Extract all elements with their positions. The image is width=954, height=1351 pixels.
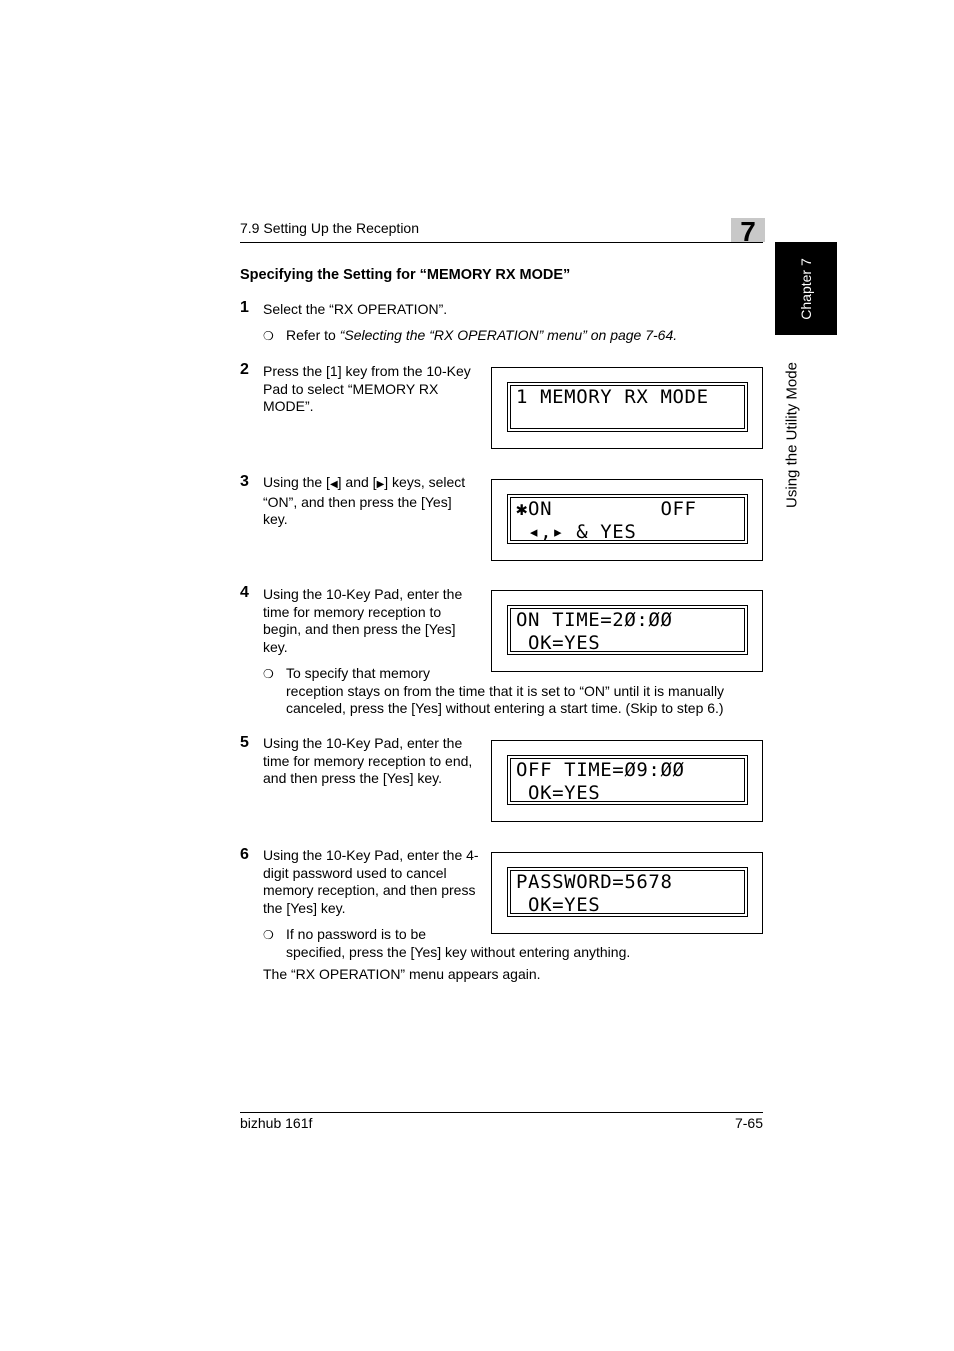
text-line: time for memory reception to: [263, 603, 442, 620]
step-text: Select the “RX OPERATION”.: [263, 301, 448, 317]
text-line: reception stays on from the time that it is set to “ON” until it is manually: [286, 682, 725, 699]
lcd-line: OK=YES: [516, 894, 601, 916]
chapter-number: 7: [740, 216, 756, 247]
chapter-side-label: [775, 242, 837, 335]
lcd-screen: [507, 755, 748, 805]
lcd-screen: [507, 605, 748, 655]
lcd-line: OK=YES: [516, 632, 601, 654]
running-header: 7.9 Setting Up the Reception: [240, 220, 420, 236]
text-line: key.: [263, 638, 288, 655]
text-line: Using the 10-Key Pad, enter the 4-: [263, 847, 479, 863]
step-number: 6: [240, 846, 249, 863]
text-line: Press the [1] key from the 10-Key: [263, 363, 471, 379]
right-arrow-icon: ▶: [376, 479, 385, 490]
step-number: 1: [240, 299, 249, 316]
step-number: 2: [240, 361, 249, 378]
step-note: [286, 327, 677, 345]
lcd-display: [491, 479, 763, 561]
note-bullet-icon: ❍: [263, 667, 274, 681]
text-line: “ON”, and then press the [Yes]: [263, 493, 452, 510]
lcd-line: OK=YES: [516, 782, 601, 804]
left-arrow-icon: ◀: [329, 479, 338, 490]
text-line: begin, and then press the [Yes]: [263, 621, 456, 637]
text-line: If no password is to be: [286, 926, 427, 942]
text-fragment: ] keys, select: [384, 474, 466, 490]
lcd-screen: [507, 382, 748, 432]
step-text: [263, 735, 488, 788]
step-number: 4: [240, 584, 249, 601]
cross-reference: “Selecting the “RX OPERATION” menu” on page 7-64.: [339, 327, 678, 343]
text-fragment: ] and [: [337, 474, 377, 490]
text-line: specified, press the [Yes] key without entering anything.: [286, 943, 631, 960]
step-number: 3: [240, 473, 249, 490]
text-line: To specify that memory: [286, 665, 430, 681]
lcd-display: [491, 367, 763, 449]
step-number: 5: [240, 734, 249, 751]
lcd-display: [491, 740, 763, 822]
text-line: memory reception, and then press: [263, 882, 476, 898]
step-note: [286, 926, 756, 961]
footer-rule: [240, 1112, 763, 1113]
note-bullet-icon: ❍: [263, 329, 274, 343]
mode-side-text: Using the Utility Mode: [783, 362, 801, 508]
text-line: key.: [263, 511, 288, 527]
text-line: time for memory reception to end,: [263, 752, 473, 769]
step-text: [263, 586, 488, 656]
lcd-line: ON TIME=2Ø:ØØ: [516, 609, 673, 631]
step-text: [263, 474, 488, 529]
lcd-line: 1 MEMORY RX MODE: [516, 386, 709, 408]
lcd-display: [491, 852, 763, 934]
text-line: Using the 10-Key Pad, enter the: [263, 735, 463, 751]
text-line: MODE”.: [263, 398, 314, 414]
text-line: the [Yes] key.: [263, 899, 346, 916]
lcd-line: ◂,▸ & YES: [516, 521, 637, 543]
text-line: digit password used to cancel: [263, 864, 447, 881]
chapter-side-text: Chapter 7: [798, 257, 814, 320]
page-number: 7-65: [734, 1115, 763, 1131]
step-result: The “RX OPERATION” menu appears again.: [263, 966, 541, 982]
lcd-screen: [507, 867, 748, 917]
header-rule: [240, 242, 763, 243]
text-line: Pad to select “MEMORY RX: [263, 380, 439, 397]
note-bullet-icon: ❍: [263, 928, 274, 942]
step-note: [286, 665, 756, 718]
lcd-screen: [507, 494, 748, 544]
text-line: canceled, press the [Yes] without entering a start time. (Skip to step 6.): [286, 700, 724, 716]
text-line: and then press the [Yes] key.: [263, 770, 443, 786]
lcd-line: OFF TIME=Ø9:ØØ: [516, 759, 685, 781]
lcd-line: ✱ON OFF: [516, 498, 697, 520]
note-prefix: Refer to: [286, 327, 340, 343]
text-fragment: Using the [: [263, 474, 330, 490]
lcd-display: [491, 590, 763, 672]
text-line: Using the 10-Key Pad, enter the: [263, 586, 463, 602]
mode-side-label: [775, 340, 809, 530]
step-text: [263, 363, 488, 416]
text-line: [263, 474, 488, 494]
step-text: [263, 847, 491, 917]
footer-model: bizhub 161f: [240, 1115, 313, 1131]
lcd-line: PASSWORD=5678: [516, 871, 673, 893]
section-title: Specifying the Setting for “MEMORY RX MODE”: [240, 267, 571, 283]
